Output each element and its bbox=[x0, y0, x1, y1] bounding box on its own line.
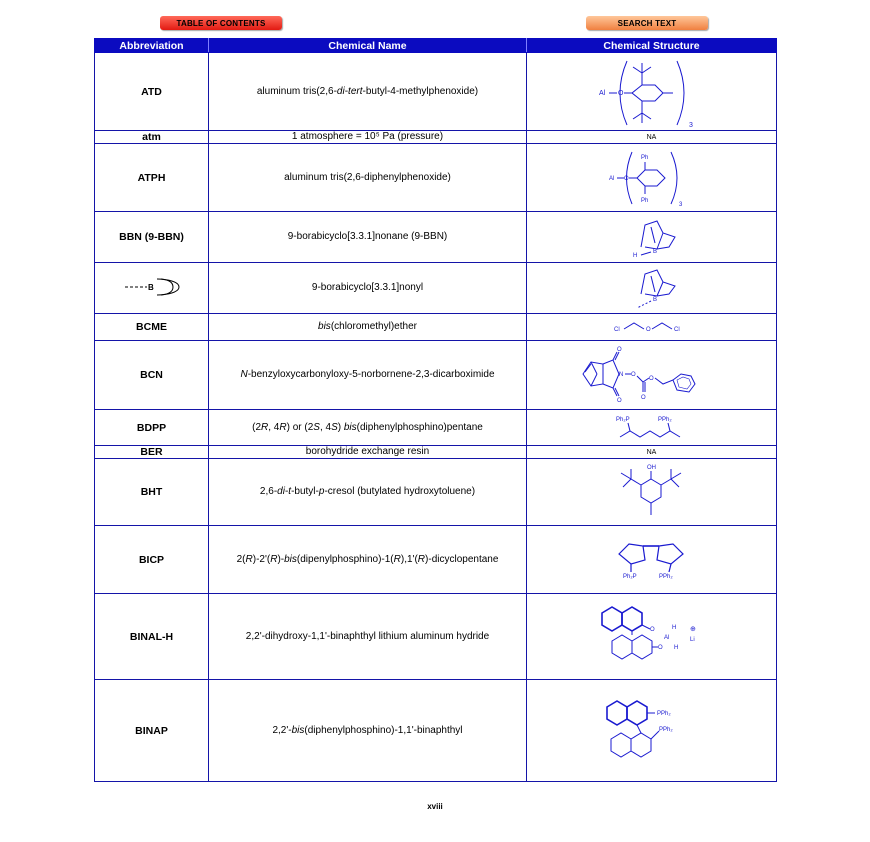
table-row bbox=[95, 144, 777, 212]
table-row bbox=[95, 314, 777, 341]
borabicyclononyl-icon bbox=[617, 266, 687, 310]
abbreviation-cell: ATPH bbox=[95, 144, 209, 212]
abbreviation-cell: BINAL-H bbox=[95, 594, 209, 680]
chemical-name-cell: 9-borabicyclo[3.3.1]nonane (9-BBN) bbox=[209, 212, 527, 263]
abbreviation-cell: BICP bbox=[95, 526, 209, 594]
chemical-name-cell: bis(chloromethyl)ether bbox=[209, 314, 527, 341]
table-row bbox=[95, 526, 777, 594]
chemical-name-cell: 1 atmosphere = 10⁵ Pa (pressure) bbox=[209, 131, 527, 144]
chemical-name-cell: aluminum tris(2,6-diphenylphenoxide) bbox=[209, 144, 527, 212]
svg-text:B: B bbox=[652, 297, 657, 303]
svg-text:O: O bbox=[648, 376, 654, 382]
chemical-name-cell: 9-borabicyclo[3.3.1]nonyl bbox=[209, 263, 527, 314]
column-header-abbreviation: Abbreviation bbox=[95, 39, 209, 53]
bht-icon bbox=[607, 461, 697, 523]
svg-text:B: B bbox=[147, 282, 154, 292]
svg-text:Al: Al bbox=[663, 634, 669, 641]
norbornene-dicarboximide-icon bbox=[577, 344, 727, 406]
abbreviation-cell: BCN bbox=[95, 341, 209, 410]
column-header-chemical-structure: Chemical Structure bbox=[527, 39, 777, 53]
abbreviation-cell: BDPP bbox=[95, 410, 209, 446]
chemical-structure-cell bbox=[527, 341, 777, 410]
chemical-structure-cell bbox=[527, 314, 777, 341]
chemical-name-cell: 2,2'-bis(diphenylphosphino)-1,1'-binaphthyl bbox=[209, 680, 527, 782]
search-text-button[interactable]: SEARCH TEXT bbox=[586, 16, 708, 30]
chemical-name-cell: aluminum tris(2,6-di-tert-butyl-4-methylphenoxide) bbox=[209, 53, 527, 131]
table-of-contents-button[interactable]: TABLE OF CONTENTS bbox=[160, 16, 282, 30]
abbreviation-cell: BCME bbox=[95, 314, 209, 341]
table-row bbox=[95, 212, 777, 263]
abbreviation-table bbox=[94, 38, 777, 782]
abbreviation-cell: atm bbox=[95, 131, 209, 144]
chemical-structure-cell bbox=[527, 263, 777, 314]
svg-text:O: O bbox=[617, 89, 623, 97]
svg-text:OH: OH bbox=[646, 465, 656, 471]
table-row bbox=[95, 53, 777, 131]
svg-text:Ph: Ph bbox=[640, 154, 648, 161]
chemical-name-cell: (2R, 4R) or (2S, 4S) bis(diphenylphosphino)pentane bbox=[209, 410, 527, 446]
binap-icon bbox=[597, 691, 707, 771]
chemical-structure-cell bbox=[527, 144, 777, 212]
svg-text:PPh₂: PPh₂ bbox=[658, 573, 673, 580]
svg-text:O: O bbox=[616, 398, 622, 404]
chemical-structure-cell bbox=[527, 526, 777, 594]
abbreviation-cell: BBN (9-BBN) bbox=[95, 212, 209, 263]
table-row bbox=[95, 263, 777, 314]
table-row bbox=[95, 410, 777, 446]
abbreviation-cell: BHT bbox=[95, 459, 209, 526]
svg-text:PPh₂: PPh₂ bbox=[658, 726, 673, 733]
svg-text:O: O bbox=[640, 395, 646, 401]
svg-text:⊕: ⊕ bbox=[689, 625, 696, 633]
svg-text:Ph: Ph bbox=[640, 197, 648, 204]
chemical-structure-cell bbox=[527, 459, 777, 526]
chemical-name-cell: 2,2'-dihydroxy-1,1'-binaphthyl lithium aluminum hydride bbox=[209, 594, 527, 680]
page-number: xviii bbox=[427, 802, 443, 811]
aluminum-diphenylphenoxide-icon bbox=[607, 148, 697, 208]
svg-text:H: H bbox=[673, 644, 678, 651]
svg-text:Ph₂P: Ph₂P bbox=[622, 573, 637, 580]
chemical-structure-cell bbox=[527, 594, 777, 680]
aluminum-aryloxide-icon bbox=[597, 55, 707, 129]
svg-text:Cl: Cl bbox=[673, 327, 680, 333]
svg-text:O: O bbox=[630, 372, 636, 378]
bicp-icon bbox=[607, 534, 697, 586]
svg-text:Ph₂P: Ph₂P bbox=[615, 416, 630, 423]
table-row bbox=[95, 446, 777, 459]
svg-text:Al: Al bbox=[598, 89, 605, 97]
chemical-structure-cell bbox=[527, 212, 777, 263]
abbreviation-cell: BER bbox=[95, 446, 209, 459]
chemical-structure-cell: NA bbox=[527, 131, 777, 144]
svg-text:PPh₂: PPh₂ bbox=[656, 710, 671, 717]
svg-text:O: O bbox=[645, 327, 651, 333]
table-header bbox=[95, 39, 777, 53]
chemical-structure-cell bbox=[527, 53, 777, 131]
svg-text:Li: Li bbox=[689, 636, 695, 643]
svg-text:O: O bbox=[657, 644, 663, 651]
chemical-name-cell: N-benzyloxycarbonyloxy-5-norbornene-2,3-dicarboximide bbox=[209, 341, 527, 410]
column-header-chemical-name: Chemical Name bbox=[209, 39, 527, 53]
table-row bbox=[95, 594, 777, 680]
table-row bbox=[95, 459, 777, 526]
svg-text:O: O bbox=[623, 175, 629, 182]
bdpp-icon bbox=[612, 413, 692, 443]
abbreviation-cell: BINAP bbox=[95, 680, 209, 782]
chemical-structure-cell bbox=[527, 680, 777, 782]
svg-text:Al: Al bbox=[608, 175, 614, 182]
borabicyclononane-icon bbox=[617, 215, 687, 259]
svg-text:PPh₂: PPh₂ bbox=[657, 416, 672, 423]
borabicyclononyl-small-icon bbox=[117, 275, 187, 299]
chemical-name-cell: 2(R)-2'(R)-bis(dipenylphosphino)-1(R),1'(R)-dicyclopentane bbox=[209, 526, 527, 594]
table-row bbox=[95, 341, 777, 410]
svg-text:B: B bbox=[652, 249, 657, 255]
svg-text:N: N bbox=[618, 372, 623, 378]
svg-text:O: O bbox=[616, 347, 622, 353]
svg-text:3: 3 bbox=[678, 201, 682, 208]
svg-text:H: H bbox=[671, 624, 676, 631]
svg-text:H: H bbox=[632, 253, 637, 259]
binal-h-icon bbox=[592, 597, 712, 677]
svg-text:Cl: Cl bbox=[613, 327, 620, 333]
abbreviation-cell: ATD bbox=[95, 53, 209, 131]
chemical-structure-cell: NA bbox=[527, 446, 777, 459]
svg-text:O: O bbox=[649, 626, 655, 633]
chemical-structure-cell bbox=[527, 410, 777, 446]
table-row bbox=[95, 131, 777, 144]
bis-chloromethyl-ether-icon bbox=[612, 317, 692, 337]
chemical-name-cell: 2,6-di-t-butyl-p-cresol (butylated hydroxytoluene) bbox=[209, 459, 527, 526]
abbreviation-cell bbox=[95, 263, 209, 314]
svg-text:3: 3 bbox=[688, 121, 693, 129]
chemical-name-cell: borohydride exchange resin bbox=[209, 446, 527, 459]
table-row bbox=[95, 680, 777, 782]
